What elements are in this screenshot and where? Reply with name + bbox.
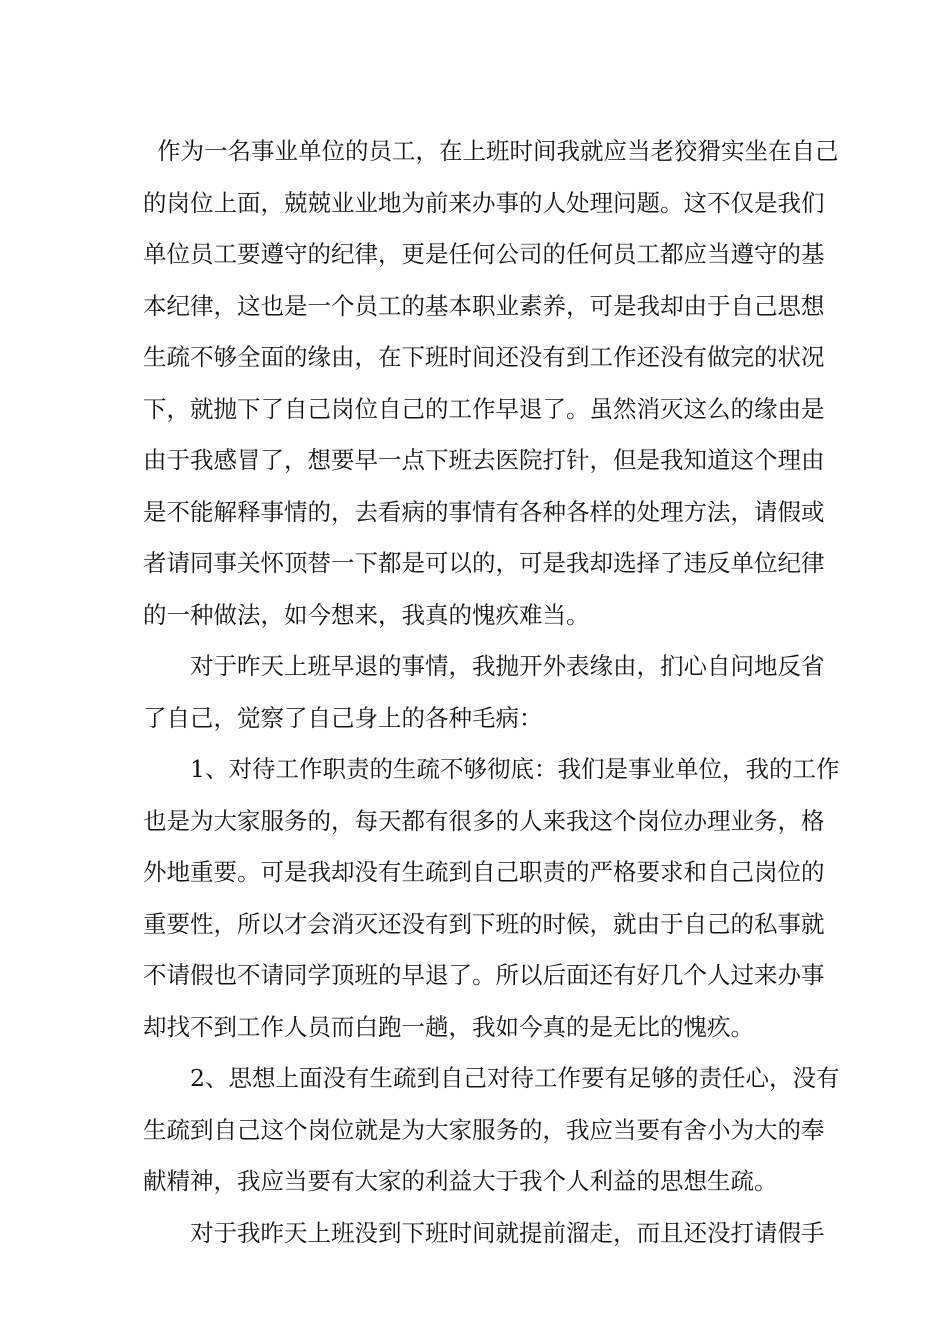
text-line: 外地重要。可是我却没有生疏到自己职责的严格要求和自己岗位的 bbox=[143, 858, 825, 886]
text-line: 对于我昨天上班没到下班时间就提前溜走，而且还没打请假手 bbox=[190, 1218, 825, 1247]
text-line: 生疏到自己这个岗位就是为大家服务的，我应当要有舍小为大的奉 bbox=[143, 1115, 825, 1144]
text-line: 献精神，我应当要有大家的利益大于我个人利益的思想生疏。 bbox=[143, 1167, 778, 1195]
text-line: 单位员工要遵守的纪律，更是任何公司的任何员工都应当遵守的基 bbox=[143, 240, 825, 268]
text-line: 1、对待工作职责的生疏不够彻底：我们是事业单位，我的工作 bbox=[190, 755, 840, 783]
text-line: 也是为大家服务的，每天都有很多的人来我这个岗位办理业务，格 bbox=[143, 806, 825, 835]
document-body bbox=[143, 126, 840, 1259]
text-line: 重要性，所以才会消灭还没有到下班的时候，就由于自己的私事就 bbox=[143, 909, 825, 938]
text-line: 由于我感冒了，想要早一点下班去医院打针，但是我知道这个理由 bbox=[143, 446, 825, 474]
text-line: 是不能解释事情的，去看病的事情有各种各样的处理方法，请假或 bbox=[143, 497, 825, 526]
text-line: 不请假也不请同学顶班的早退了。所以后面还有好几个人过来办事 bbox=[143, 961, 825, 989]
text-line: 本纪律，这也是一个员工的基本职业素养，可是我却由于自己思想 bbox=[143, 291, 825, 320]
text-line: 的一种做法，如今想来，我真的愧疚难当。 bbox=[143, 600, 590, 629]
text-line: 的岗位上面，兢兢业业地为前来办事的人处理问题。这不仅是我们 bbox=[143, 188, 825, 217]
text-line: 了自己，觉察了自己身上的各种毛病： bbox=[143, 703, 543, 732]
text-line: 者请同事关怀顶替一下都是可以的，可是我却选择了违反单位纪律 bbox=[143, 549, 825, 577]
text-line: 作为一名事业单位的员工，在上班时间我就应当老狡猾实坐在自己 bbox=[157, 137, 839, 165]
text-line: 生疏不够全面的缘由，在下班时间还没有到工作还没有做完的状况 bbox=[143, 343, 825, 371]
text-line: 2、思想上面没有生疏到自己对待工作要有足够的责任心，没有 bbox=[190, 1064, 840, 1092]
text-line: 对于昨天上班早退的事情，我抛开外表缘由，扪心自问地反省 bbox=[190, 652, 825, 680]
text-line: 下，就抛下了自己岗位自己的工作早退了。虽然消灭这么的缘由是 bbox=[143, 394, 825, 423]
text-line: 却找不到工作人员而白跑一趟，我如今真的是无比的愧疚。 bbox=[143, 1012, 754, 1041]
